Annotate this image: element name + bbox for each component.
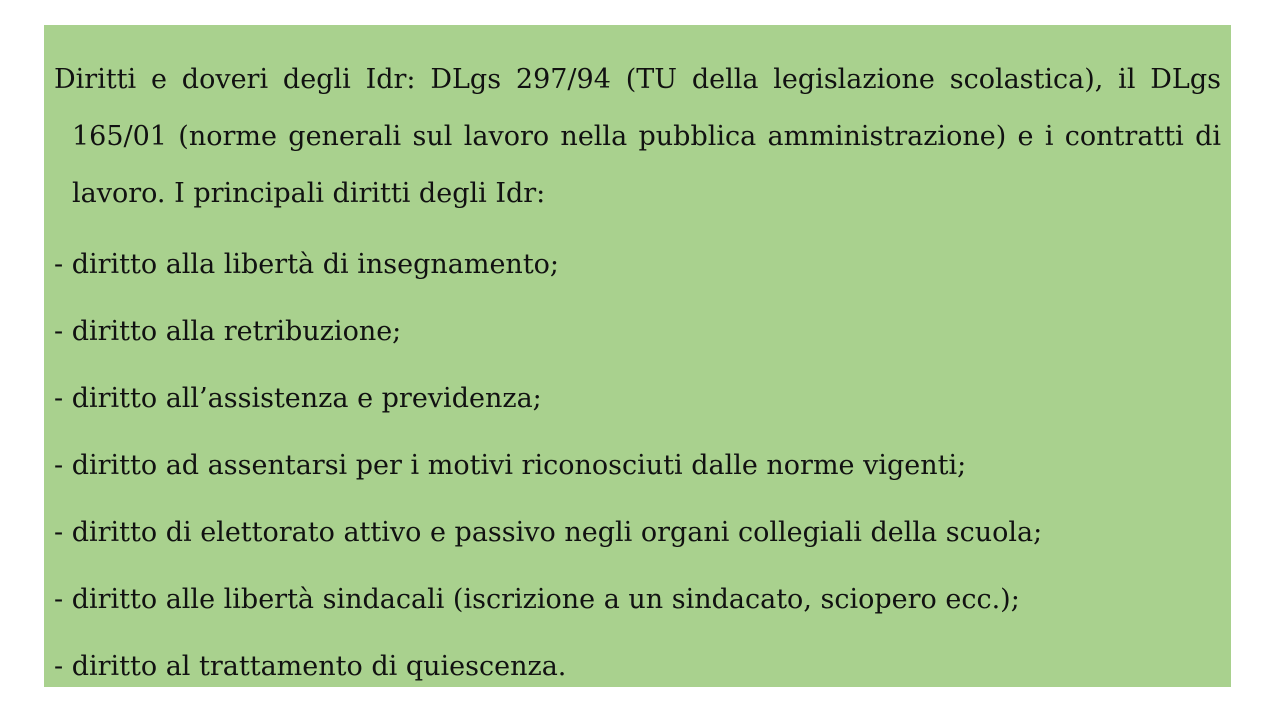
- list-item: - diritto alla libertà di insegnamento;: [54, 249, 560, 280]
- intro-paragraph: Diritti e doveri degli Idr: DLgs 297/94 (TU della legislazione scolastica), il DLgs 165/01 (norme generali sul lavoro nella pubblica amministrazione) e i contratti di lavoro. I principali diritti degli Idr:: [54, 64, 1221, 209]
- list-item: - diritto al trattamento di quiescenza.: [54, 651, 567, 682]
- list-item: - diritto alle libertà sindacali (iscrizione a un sindacato, sciopero ecc.);: [54, 584, 1020, 615]
- list-item: - diritto alla retribuzione;: [54, 316, 402, 347]
- list-item: - diritto di elettorato attivo e passivo negli organi collegiali della scuola;: [54, 517, 1043, 548]
- list-item: - diritto ad assentarsi per i motivi riconosciuti dalle norme vigenti;: [54, 450, 967, 481]
- list-item: - diritto all’assistenza e previdenza;: [54, 383, 542, 414]
- content-box: [44, 25, 1231, 687]
